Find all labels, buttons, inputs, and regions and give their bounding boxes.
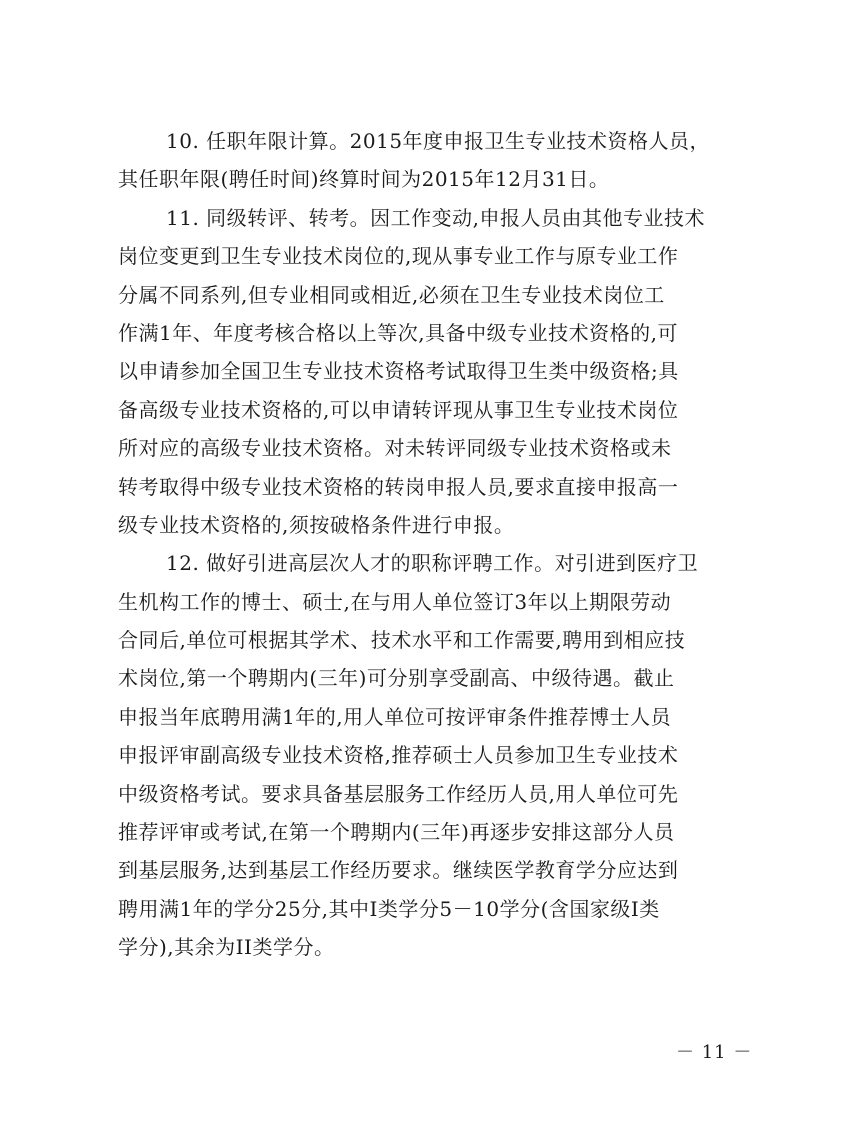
paragraph-10 xyxy=(118,122,733,199)
text-line: 分属不同系列,但专业相同或相近,必须在卫生专业技术岗位工 xyxy=(118,282,665,307)
text-line: 岗位变更到卫生专业技术岗位的,现从事专业工作与原专业工作 xyxy=(118,244,679,269)
text-line: 推荐评审或考试,在第一个聘期内(三年)再逐步安排这部分人员 xyxy=(118,820,675,845)
text-line: 生机构工作的博士、硕士,在与用人单位签订3年以上期限劳动 xyxy=(118,589,672,614)
paragraph-12 xyxy=(118,544,733,966)
text-line: 10. 任职年限计算。2015年度申报卫生专业技术资格人员， xyxy=(166,129,711,153)
text-line: 合同后,单位可根据其学术、技术水平和工作需要,聘用到相应技 xyxy=(118,628,686,653)
text-line: 转考取得中级专业技术资格的转岗申报人员,要求直接申报高一 xyxy=(118,474,679,499)
text-line: 所对应的高级专业技术资格。对未转评同级专业技术资格或未 xyxy=(118,436,672,461)
page-number: － 11 － xyxy=(676,1042,753,1063)
text-line: 11. 同级转评、转考。因工作变动,申报人员由其他专业技术 xyxy=(166,205,706,230)
text-line: 作满1年、年度考核合格以上等次,具备中级专业技术资格的,可 xyxy=(118,320,678,345)
text-line: 申报当年底聘用满1年的,用人单位可按评审条件推荐博士人员 xyxy=(118,704,672,729)
text-line: 聘用满1年的学分25分,其中I类学分5－10学分(含国家级I类 xyxy=(118,896,660,921)
document-body xyxy=(118,122,733,967)
text-line: 学分),其余为II类学分。 xyxy=(118,935,335,960)
paragraph-11 xyxy=(118,199,733,545)
text-line: 申报评审副高级专业技术资格,推荐硕士人员参加卫生专业技术 xyxy=(118,743,679,768)
text-line: 中级资格考试。要求具备基层服务工作经历人员,用人单位可先 xyxy=(118,781,679,806)
text-line: 其任职年限(聘任时间)终算时间为2015年12月31日。 xyxy=(118,167,610,192)
text-line: 以申请参加全国卫生专业技术资格考试取得卫生类中级资格;具 xyxy=(118,359,679,384)
text-line: 到基层服务,达到基层工作经历要求。继续医学教育学分应达到 xyxy=(118,858,679,883)
text-line: 12. 做好引进高层次人才的职称评聘工作。对引进到医疗卫 xyxy=(166,551,699,576)
text-line: 术岗位,第一个聘期内(三年)可分别享受副高、中级待遇。截止 xyxy=(118,666,675,691)
text-line: 级专业技术资格的,须按破格条件进行申报。 xyxy=(118,512,515,537)
text-line: 备高级专业技术资格的,可以申请转评现从事卫生专业技术岗位 xyxy=(118,397,679,422)
